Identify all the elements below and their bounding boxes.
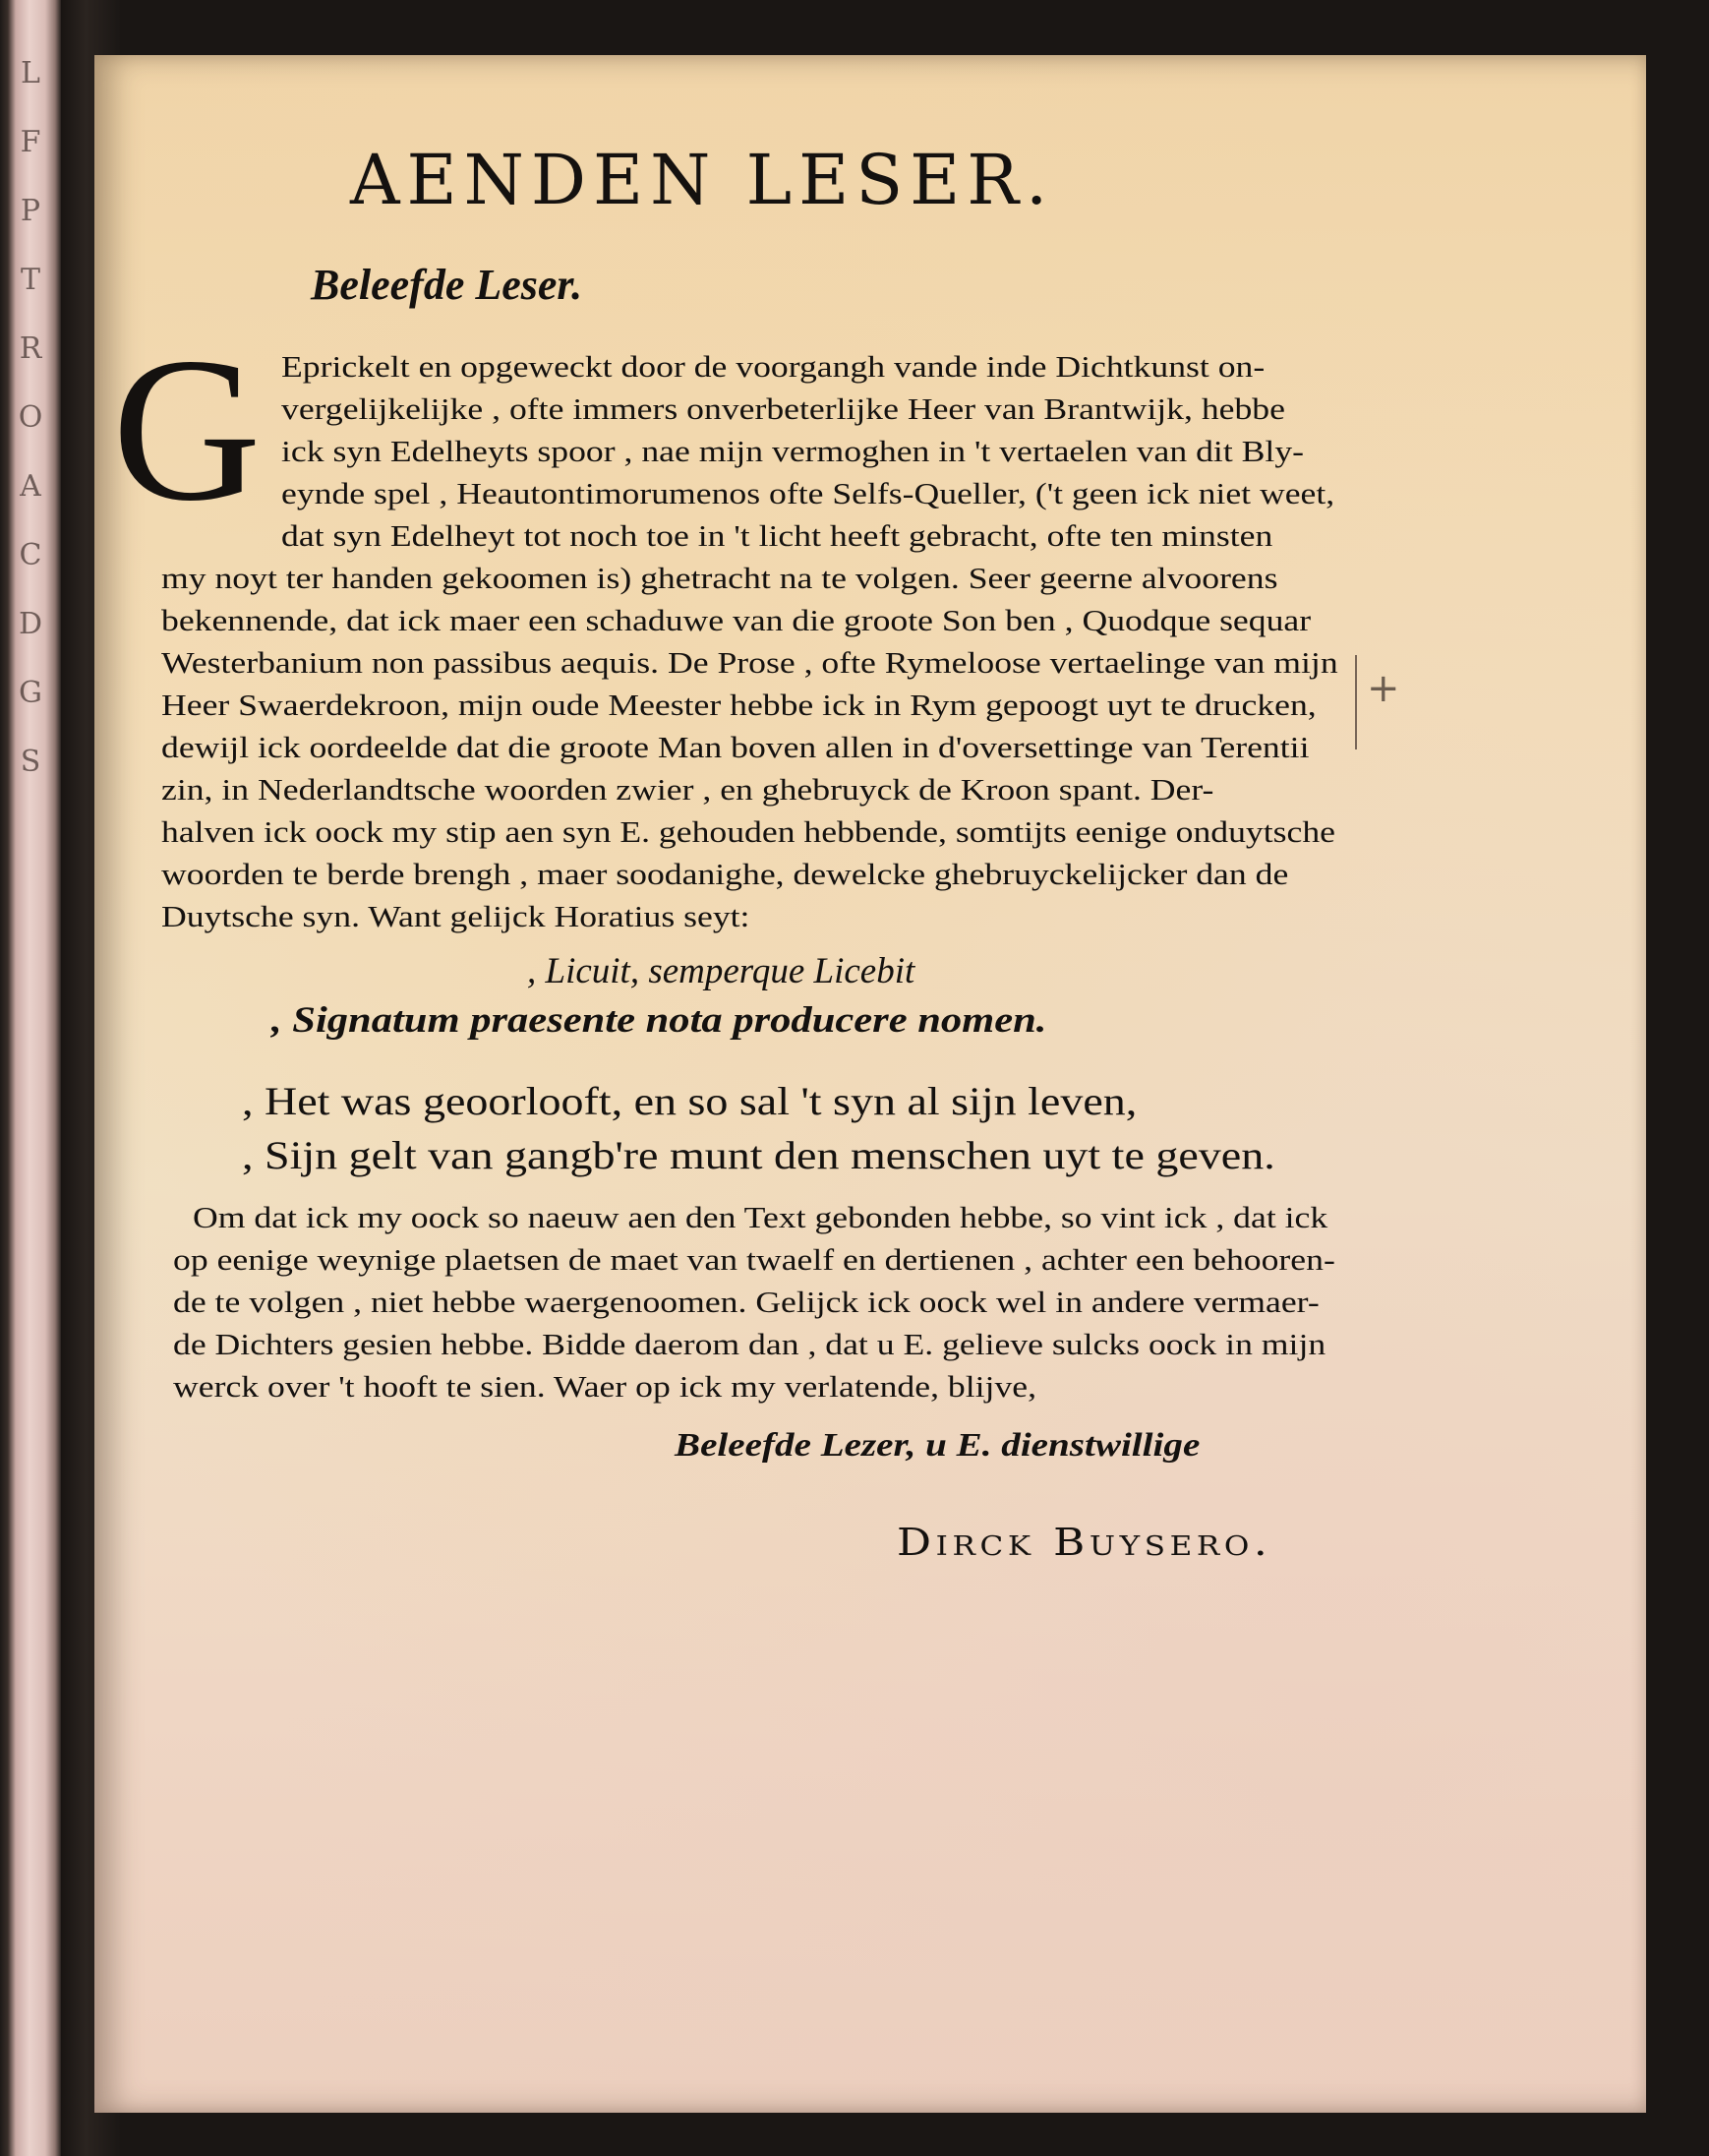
latin-quote-line: , Licuit, semperque Licebit bbox=[527, 951, 915, 991]
paragraph-line: Heer Swaerdekroon, mijn oude Meester hebbe ick in Rym gepoogt uyt te drucken, bbox=[161, 688, 1317, 722]
dutch-verse-line: , Het was geoorlooft, en so sal 't syn al sijn leven, bbox=[242, 1079, 1138, 1123]
paragraph-line: bekennende, dat ick maer een schaduwe van die groote Son ben , Quodque sequar bbox=[161, 603, 1312, 637]
paragraph-line: Om dat ick my oock so naeuw aen den Text gebonden hebbe, so vint ick , dat ick bbox=[193, 1200, 1328, 1234]
paragraph-line: zin, in Nederlandtsche woorden zwier , en ghebruyck de Kroon spant. Der- bbox=[161, 772, 1214, 807]
drop-cap: G bbox=[112, 316, 262, 544]
paragraph-line: de Dichters gesien hebbe. Bidde daerom dan , dat u E. gelieve sulcks oock in mijn bbox=[173, 1327, 1326, 1361]
paragraph-line: eynde spel , Heautontimorumenos ofte Selfs-Queller, ('t geen ick niet weet, bbox=[281, 476, 1335, 510]
paragraph-line: dewijl ick oordeelde dat die groote Man boven allen in d'oversettinge van Terentii bbox=[161, 730, 1310, 764]
book-page bbox=[94, 55, 1646, 2113]
closing-line: Beleefde Lezer, u E. dienstwillige bbox=[675, 1427, 1201, 1464]
paragraph-line: vergelijkelijke , ofte immers onverbeterlijke Heer van Brantwijk, hebbe bbox=[281, 391, 1285, 426]
handwritten-margin-mark bbox=[1355, 655, 1400, 749]
dutch-verse-line: , Sijn gelt van gangb're munt den menschen uyt te geven. bbox=[242, 1133, 1275, 1177]
paragraph-line: woorden te berde brengh , maer soodanighe, dewelcke ghebruyckelijcker dan de bbox=[161, 857, 1289, 891]
margin-plus-mark: + bbox=[1367, 666, 1400, 711]
paragraph-line: Eprickelt en opgeweckt door de voorgangh vande inde Dichtkunst on- bbox=[281, 349, 1266, 384]
paragraph-line: Duytsche syn. Want gelijck Horatius seyt: bbox=[161, 899, 750, 933]
paragraph-line: dat syn Edelheyt tot noch toe in 't licht heeft gebracht, ofte ten minsten bbox=[281, 518, 1273, 553]
paragraph-line: werck over 't hooft te sien. Waer op ick my verlatende, blijve, bbox=[173, 1369, 1037, 1404]
paragraph-line: op eenige weynige plaetsen de maet van twaelf en dertienen , achter een behooren- bbox=[173, 1242, 1335, 1277]
paragraph-line: Westerbanium non passibus aequis. De Prose , ofte Rymeloose vertaelinge van mijn bbox=[161, 645, 1338, 680]
paragraph-line: ick syn Edelheyts spoor , nae mijn vermoghen in 't vertaelen van dit Bly- bbox=[281, 434, 1305, 468]
latin-quote-line: , Signatum praesente nota producere nomen. bbox=[271, 1000, 1047, 1041]
paragraph-line: de te volgen , niet hebbe waergenoomen. Gelijck ick oock wel in andere vermaer- bbox=[173, 1285, 1320, 1319]
page-title: AENDEN LESER. bbox=[350, 140, 1055, 220]
signature: Dirck Buysero. bbox=[897, 1521, 1272, 1564]
facing-page-text: L F P T R O A C D G S bbox=[18, 56, 43, 779]
paragraph-line: my noyt ter handen gekoomen is) ghetracht na te volgen. Seer geerne alvoorens bbox=[161, 561, 1278, 595]
facing-page-edge bbox=[0, 0, 61, 2156]
paragraph-line: halven ick oock my stip aen syn E. gehouden hebbende, somtijts eenige onduytsche bbox=[161, 814, 1336, 849]
salutation: Beleefde Leser. bbox=[311, 261, 583, 309]
